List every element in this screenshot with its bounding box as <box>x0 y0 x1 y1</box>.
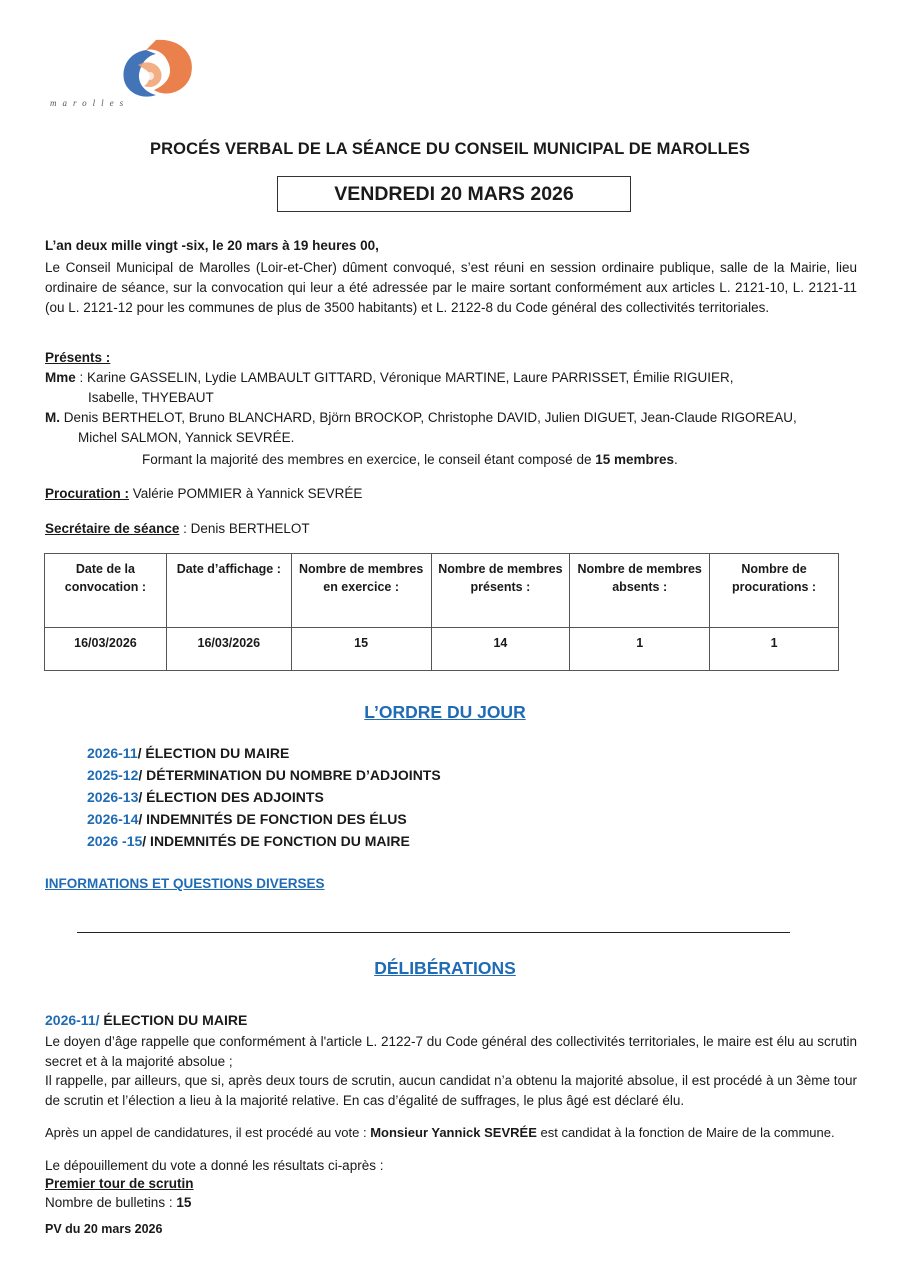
presents-m-line2: Michel SALMON, Yannick SEVRÉE. <box>78 430 295 445</box>
header-cell: Nombre de membres en exercice : <box>291 554 431 628</box>
info-questions-heading: INFORMATIONS ET QUESTIONS DIVERSES <box>45 876 325 891</box>
marolles-logo <box>46 30 206 125</box>
mme-label: Mme <box>45 370 76 385</box>
vote-intro: Après un appel de candidatures, il est procédé au vote : <box>45 1125 371 1140</box>
presents-mme-line2: Isabelle, THYEBAUT <box>88 390 214 405</box>
majority-count: 15 membres <box>595 452 675 467</box>
page-footer: PV du 20 mars 2026 <box>45 1222 163 1236</box>
agenda-item-text: / INDEMNITÉS DE FONCTION DES ÉLUS <box>138 811 407 827</box>
session-stats-table <box>44 553 839 671</box>
candidate-name: Monsieur Yannick SEVRÉE <box>370 1125 537 1140</box>
bulletins-line <box>45 1193 191 1213</box>
agenda-item <box>87 830 441 852</box>
vote-end: est candidat à la fonction de Maire de la commune. <box>536 1125 835 1140</box>
procuration-label: Procuration : <box>45 486 130 501</box>
value-cell: 15 <box>291 628 431 671</box>
agenda-item-text: / INDEMNITÉS DE FONCTION DU MAIRE <box>142 833 410 849</box>
deliberations-title: DÉLIBÉRATIONS <box>374 958 516 978</box>
first-round-heading <box>45 1174 194 1194</box>
deliberation-para-2: Il rappelle, par ailleurs, que si, après deux tours de scrutin, aucun candidat n’a obtenu la majorité absolue, il est procédé à un 3ème tour de scrutin et l’élection a lieu à la majorité relative. En cas d’égalité de suffrages, le plus âgé est déclaré élu. <box>45 1073 857 1108</box>
presents-label-text: Présents : <box>45 350 111 365</box>
majority-line <box>142 450 678 470</box>
m-label: M. <box>45 410 60 425</box>
secretaire-label: Secrétaire de séance <box>45 521 180 536</box>
intro-paragraph: Le Conseil Municipal de Marolles (Loir-et-Cher) dûment convoqué, s’est réuni en session ordinaire publique, salle de la Mairie, lieu ordinaire de séance, sur la convocation qui leur a été adressée par le maire sortant conformément aux articles L. 2121-10, L. 2121-11 (ou L. 2121-12 pour les communes de plus de 3500 habitants) et L. 2122-8 du Code général des collectivités territoriales. <box>45 260 857 315</box>
procuration-value: Valérie POMMIER à Yannick SEVRÉE <box>129 486 363 501</box>
agenda-item-text: / ÉLECTION DES ADJOINTS <box>138 789 324 805</box>
agenda-title: L’ORDRE DU JOUR <box>364 702 526 722</box>
deliberation-num: 2026-11/ <box>45 1012 100 1028</box>
header-cell: Date d’affichage : <box>166 554 291 628</box>
agenda-item <box>87 742 441 764</box>
agenda-item <box>87 786 441 808</box>
presents-m-line1 <box>45 408 797 428</box>
value-cell: 16/03/2026 <box>166 628 291 671</box>
document-title: PROCÉS VERBAL DE LA SÉANCE DU CONSEIL MUNICIPAL DE MAROLLES <box>150 140 750 158</box>
first-round-label: Premier tour de scrutin <box>45 1176 194 1191</box>
presents-label <box>45 348 110 368</box>
header-cell: Nombre de procurations : <box>710 554 839 628</box>
results-intro: Le dépouillement du vote a donné les résultats ci-après : <box>45 1158 384 1173</box>
logo-text: marolles <box>50 98 130 108</box>
value-cell: 1 <box>710 628 839 671</box>
agenda-item-num: 2026 -15 <box>87 833 143 849</box>
agenda-list <box>87 742 441 852</box>
deliberation-para-3 <box>45 1123 835 1143</box>
section-divider <box>77 932 790 933</box>
presents-mme-line1 <box>45 368 733 388</box>
header-cell: Date de la convocation : <box>45 554 167 628</box>
agenda-item-num: 2026-14 <box>87 811 139 827</box>
table-row <box>45 628 839 671</box>
deliberation-heading <box>45 1012 247 1028</box>
intro-date-line: L’an deux mille vingt -six, le 20 mars à 19 heures 00, <box>45 238 379 253</box>
secretaire-value: : Denis BERTHELOT <box>179 521 310 536</box>
value-cell: 14 <box>431 628 570 671</box>
m-names-1: Denis BERTHELOT, Bruno BLANCHARD, Björn BROCKOP, Christophe DAVID, Julien DIGUET, Jean-Claude RIGOREAU, <box>60 410 797 425</box>
agenda-item-text: / ÉLECTION DU MAIRE <box>137 745 290 761</box>
header-cell: Nombre de membres présents : <box>431 554 570 628</box>
mme-names-1: : Karine GASSELIN, Lydie LAMBAULT GITTARD, Véronique MARTINE, Laure PARRISSET, Émilie RIGUIER, <box>75 370 734 385</box>
value-cell: 1 <box>570 628 710 671</box>
agenda-item-text: / DÉTERMINATION DU NOMBRE D’ADJOINTS <box>138 767 441 783</box>
value-cell: 16/03/2026 <box>45 628 167 671</box>
procuration-line <box>45 484 362 504</box>
table-header-row <box>45 554 839 628</box>
session-date: VENDREDI 20 MARS 2026 <box>277 176 631 212</box>
agenda-item <box>87 808 441 830</box>
secretaire-line <box>45 519 310 539</box>
agenda-item <box>87 764 441 786</box>
agenda-item-num: 2026-13 <box>87 789 139 805</box>
header-cell: Nombre de membres absents : <box>570 554 710 628</box>
majority-end: . <box>674 452 678 467</box>
bulletins-label: Nombre de bulletins : <box>45 1195 177 1210</box>
agenda-item-num: 2026-11 <box>87 745 138 761</box>
deliberation-title-text: ÉLECTION DU MAIRE <box>99 1012 248 1028</box>
bulletins-count: 15 <box>176 1195 192 1210</box>
deliberation-para-1: Le doyen d’âge rappelle que conformément à l'article L. 2122-7 du Code général des collectivités territoriales, le maire est élu au scrutin secret et à la majorité absolue ; <box>45 1034 857 1069</box>
agenda-item-num: 2025-12 <box>87 767 139 783</box>
majority-text: Formant la majorité des membres en exercice, le conseil étant composé de <box>142 452 596 467</box>
